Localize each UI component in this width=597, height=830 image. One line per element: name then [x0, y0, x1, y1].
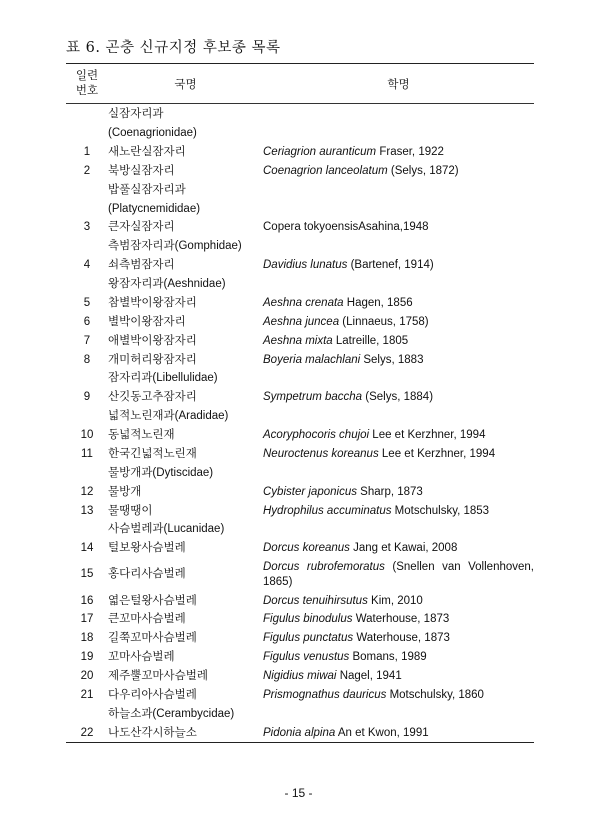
header-scientific-name: 학명: [387, 78, 410, 91]
scientific-name: [263, 428, 534, 443]
korean-name: 개미허리왕잠자리: [108, 353, 197, 366]
binomial-name: Boyeria malachlani: [263, 353, 361, 366]
scientific-name: [263, 560, 538, 589]
authority: Lee et Kerzhner, 1994: [369, 429, 486, 442]
korean-name: 큰꼬마사슴벌레: [108, 613, 186, 626]
family-name: 넓적노린재과(Aradidae): [108, 410, 229, 423]
authority: Sharp, 1873: [356, 485, 423, 498]
binomial-name: Aeshna juncea: [263, 315, 340, 328]
row-number: 21: [80, 688, 94, 701]
korean-name: 물방개: [108, 485, 142, 498]
family-row: [66, 181, 534, 200]
authority: Hagen, 1856: [343, 296, 413, 309]
row-number: 17: [80, 613, 94, 626]
scientific-name: [263, 145, 534, 160]
table-row: [66, 332, 534, 351]
korean-name: 다우리아사슴벌레: [108, 688, 197, 701]
header-num: 일련 번호: [75, 69, 99, 97]
authority: Waterhouse, 1873: [352, 613, 450, 626]
authority: Fraser, 1922: [376, 145, 444, 158]
scientific-name: [263, 390, 534, 405]
authority: Latreille, 1805: [332, 334, 409, 347]
authority: (Snellen van Vollenhoven, 1865): [263, 561, 538, 588]
binomial-name: Pidonia alpina: [263, 726, 336, 739]
binomial-name: Acoryphocoris chujoi: [263, 429, 370, 442]
table-row: [66, 724, 534, 743]
scientific-name: [263, 688, 534, 703]
row-number: 18: [80, 632, 94, 645]
row-number: 22: [80, 726, 94, 739]
binomial-name: Dorcus rubrofemoratus: [263, 561, 385, 574]
korean-name: 물땡땡이: [108, 504, 153, 517]
row-number: 6: [83, 315, 91, 328]
table-row: [66, 591, 534, 610]
scientific-name: [263, 541, 534, 556]
row-number: 5: [83, 296, 91, 309]
authority: Waterhouse, 1873: [353, 632, 450, 645]
binomial-name: Ceriagrion auranticum: [263, 145, 377, 158]
row-number: 10: [80, 429, 94, 442]
binomial-name: Sympetrum baccha: [263, 391, 363, 404]
authority: Bomans, 1989: [349, 651, 427, 664]
family-name: 측범잠자리과(Gomphidae): [108, 240, 242, 253]
family-name: 밥풀실잠자리과: [108, 183, 186, 196]
authority: Motschulsky, 1853: [391, 504, 490, 517]
family-name: 하늘소과(Cerambycidae): [108, 707, 235, 720]
table-row: [66, 558, 538, 591]
table-row: [66, 162, 534, 181]
family-row: [66, 464, 534, 483]
table-row: [66, 445, 534, 464]
row-number: 11: [81, 447, 93, 460]
family-row: [66, 407, 534, 426]
korean-name: 북방실잠자리: [108, 164, 175, 177]
row-number: 3: [83, 221, 91, 234]
korean-name: 참별박이왕잠자리: [108, 296, 197, 309]
korean-name: 꼬마사슴벌레: [108, 651, 175, 664]
korean-name: 동넓적노린재: [108, 429, 175, 442]
family-row: [66, 275, 534, 294]
table-row: [66, 426, 534, 445]
table-row: [66, 610, 534, 629]
family-name: 실잠자리과: [108, 108, 164, 121]
korean-name: 애별박이왕잠자리: [108, 334, 197, 347]
table-title: 표 6. 곤충 신규지정 후보종 목록: [66, 40, 281, 56]
family-name: (Coenagrionidae): [108, 127, 197, 140]
scientific-name: [263, 631, 534, 646]
authority: Jang et Kawai, 2008: [349, 542, 458, 555]
authority: An et Kwon, 1991: [335, 726, 429, 739]
binomial-name: Dorcus tenuihirsutus: [263, 594, 368, 607]
family-row: [66, 105, 534, 124]
scientific-name: [263, 164, 534, 179]
table-row: [66, 686, 534, 705]
row-number: 20: [80, 670, 94, 683]
family-name: 사슴벌레과(Lucanidae): [108, 523, 225, 536]
authority: (Selys, 1884): [362, 391, 434, 404]
table-row: [66, 539, 534, 558]
binomial-name: Cybister japonicus: [263, 485, 357, 498]
row-number: 4: [83, 259, 91, 272]
table-row: [66, 667, 534, 686]
binomial-name: Neuroctenus koreanus: [263, 447, 379, 460]
korean-name: 엷은털왕사슴벌레: [108, 594, 197, 607]
scientific-name: [263, 650, 534, 665]
binomial-name: Prismognathus dauricus: [263, 688, 387, 701]
family-name: 왕잠자리과(Aeshnidae): [108, 278, 226, 291]
binomial-name: Aeshna crenata: [263, 296, 344, 309]
table-row: [66, 143, 534, 162]
authority: Selys, 1883: [360, 353, 424, 366]
korean-name: 별박이왕잠자리: [108, 315, 186, 328]
table-row: [66, 483, 534, 502]
authority: Nagel, 1941: [336, 670, 402, 683]
table-row: [66, 256, 534, 275]
table-body: [66, 104, 538, 743]
scientific-name: [263, 726, 534, 741]
table-header: [66, 64, 534, 104]
authority: Lee et Kerzhner, 1994: [378, 447, 496, 460]
family-row: [66, 705, 534, 724]
scientific-name: [263, 504, 534, 519]
header-korean-name: 국명: [174, 78, 197, 91]
scientific-name: [263, 334, 534, 349]
korean-name: 제주뿔꼬마사슴벌레: [108, 670, 208, 683]
table-row: [66, 501, 534, 520]
row-number: 19: [80, 651, 94, 664]
row-number: 2: [83, 164, 91, 177]
row-number: 7: [83, 334, 91, 347]
scientific-name: [263, 594, 534, 609]
row-number: 9: [83, 391, 91, 404]
family-name: 잠자리과(Libellulidae): [108, 372, 218, 385]
scientific-name: [263, 315, 534, 330]
scientific-name: [263, 447, 534, 462]
row-number: 1: [83, 145, 91, 158]
korean-name: 털보왕사슴벌레: [108, 542, 186, 555]
korean-name: 새노란실잠자리: [108, 145, 186, 158]
family-name: 물방개과(Dytiscidae): [108, 466, 214, 479]
binomial-name: Hydrophilus accuminatus: [263, 504, 392, 517]
table-row: [66, 313, 534, 332]
korean-name: 나도산각시하늘소: [108, 726, 197, 739]
row-number: 12: [80, 485, 94, 498]
binomial-name: Nigidius miwai: [263, 670, 337, 683]
family-row: [66, 237, 534, 256]
korean-name: 홍다리사슴벌레: [108, 568, 186, 581]
binomial-name: Davidius lunatus: [263, 259, 348, 272]
binomial-name: Figulus venustus: [263, 651, 350, 664]
table-row: [66, 294, 534, 313]
authority: Motschulsky, 1860: [386, 688, 484, 701]
binomial-name: Coenagrion lanceolatum: [263, 164, 388, 177]
row-number: 13: [80, 504, 94, 517]
authority: Copera tokyoensisAsahina,1948: [263, 221, 429, 234]
binomial-name: Dorcus koreanus: [263, 542, 350, 555]
korean-name: 한국긴넓적노린재: [108, 447, 197, 460]
authority: (Selys, 1872): [387, 164, 459, 177]
scientific-name: [263, 296, 534, 311]
binomial-name: Aeshna mixta: [263, 334, 333, 347]
table-row: [66, 648, 534, 667]
authority: (Linnaeus, 1758): [339, 315, 429, 328]
row-number: 14: [80, 542, 94, 555]
authority: (Bartenef, 1914): [347, 259, 434, 272]
table-row: [66, 218, 534, 237]
table-row: [66, 629, 534, 648]
table-row: [66, 350, 534, 369]
scientific-name: [263, 612, 534, 627]
korean-name: 산깃동고추잠자리: [108, 391, 197, 404]
korean-name: 큰자실잠자리: [108, 221, 175, 234]
binomial-name: Figulus binodulus: [263, 613, 353, 626]
family-name: (Platycnemididae): [108, 202, 201, 215]
korean-name: 쇠측범잠자리: [108, 259, 175, 272]
scientific-name: [263, 220, 534, 235]
page-number: - 15 -: [284, 786, 313, 800]
scientific-name: [263, 258, 534, 273]
family-row: [66, 124, 534, 143]
row-number: 15: [80, 568, 94, 581]
row-number: 16: [80, 594, 94, 607]
species-table: [66, 63, 538, 743]
family-row: [66, 199, 534, 218]
family-row: [66, 520, 534, 539]
scientific-name: [263, 669, 534, 684]
korean-name: 길쭉꼬마사슴벌레: [108, 632, 197, 645]
authority: Kim, 2010: [367, 594, 423, 607]
binomial-name: Figulus punctatus: [263, 632, 354, 645]
scientific-name: [263, 485, 534, 500]
family-row: [66, 369, 534, 388]
table-row: [66, 388, 534, 407]
row-number: 8: [83, 353, 91, 366]
scientific-name: [263, 353, 534, 368]
